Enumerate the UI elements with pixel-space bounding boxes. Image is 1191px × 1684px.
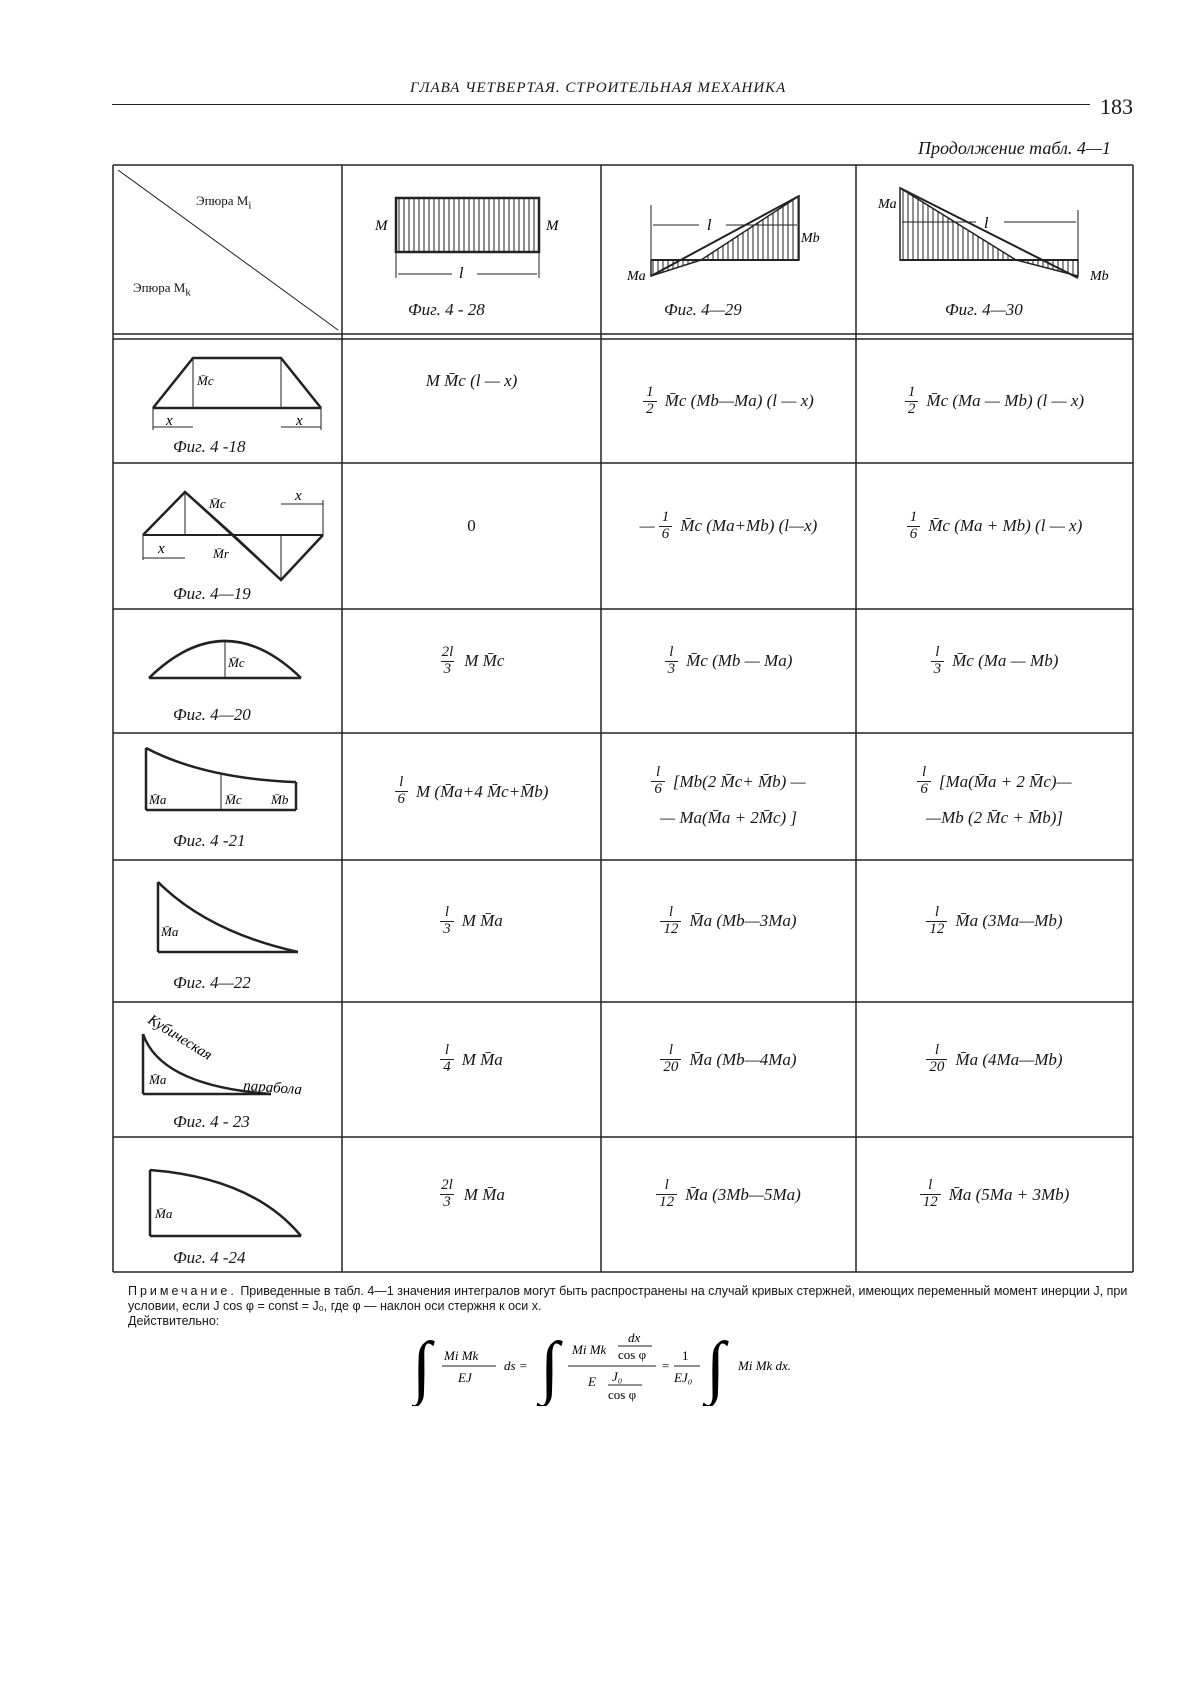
note-text: Приведенные в табл. 4—1 значения интегралов могут быть распространены на случай кривых стержней, имеющих переменный момент инерции J, при условии, если J cos φ = const = J₀, где φ — наклон оси стержня к оси x. bbox=[128, 1284, 1128, 1313]
figure-4-28-caption: Фиг. 4 - 28 bbox=[408, 300, 485, 319]
formula-prefix: — bbox=[639, 516, 655, 535]
formula-text: M (M̄a+4 M̄c+M̄b) bbox=[416, 781, 549, 801]
lhs-denominator: EJ bbox=[458, 1370, 472, 1385]
note-label: Примечание. bbox=[128, 1284, 237, 1298]
cell-r3-c2 bbox=[856, 733, 1133, 860]
formula-text: M̄c (Ma — Mb) (l — x) bbox=[926, 391, 1085, 410]
figure-4-24-label-ma: M̄a bbox=[155, 1206, 173, 1221]
cell-r3-c1 bbox=[601, 733, 856, 860]
formula-text: M M̄a bbox=[461, 911, 503, 930]
cell-r0-c1 bbox=[601, 339, 856, 463]
figure-4-22-caption: Фиг. 4—22 bbox=[173, 973, 251, 992]
formula-text: M M̄c bbox=[464, 651, 505, 670]
cell-r2-c0 bbox=[342, 609, 601, 733]
mid-num-a: Mi Mk bbox=[572, 1342, 607, 1357]
figure-4-30-label-mb: Mb bbox=[1090, 269, 1109, 284]
cell-r1-c2 bbox=[856, 463, 1133, 609]
frac-num: l bbox=[935, 643, 940, 660]
formula-line2: —Mb (2 M̄c + M̄b)] bbox=[925, 807, 1064, 827]
mid-den-c: cos φ bbox=[608, 1387, 637, 1402]
formula-text: M̄c (Ma+Mb) (l—x) bbox=[680, 516, 818, 535]
figure-4-21-label-mc: M̄c bbox=[225, 792, 242, 807]
cell-r2-c1 bbox=[601, 609, 856, 733]
formula-text: M̄a (3Ma—Mb) bbox=[955, 911, 1063, 930]
corner-epure-k bbox=[133, 280, 191, 299]
coef-denominator: EJ₀ bbox=[674, 1370, 693, 1385]
frac-den: 2 bbox=[643, 401, 657, 418]
frac-num: l bbox=[922, 764, 927, 781]
formula-text: [Mb(2 M̄c+ M̄b) — bbox=[672, 771, 806, 791]
corner-epure-k-sub: k bbox=[185, 286, 191, 299]
cell-r6-c2 bbox=[856, 1137, 1133, 1272]
formula-text: M̄a (Mb—4Ma) bbox=[689, 1049, 797, 1069]
page-number: 183 bbox=[1100, 94, 1133, 119]
cell-r4-c0 bbox=[342, 860, 601, 1002]
frac-num: l bbox=[664, 1177, 669, 1194]
figure-4-20-diagram bbox=[113, 612, 342, 692]
frac-den: 3 bbox=[440, 921, 454, 938]
formula-block bbox=[651, 765, 805, 828]
frac-den: 6 bbox=[651, 781, 665, 798]
frac-num: 1 bbox=[661, 508, 670, 525]
figure-4-19-label-x-left: x bbox=[158, 541, 165, 557]
figure-4-28-diagram bbox=[342, 170, 601, 300]
frac-num: l bbox=[656, 764, 661, 781]
cell-r6-c1 bbox=[601, 1137, 856, 1272]
frac-num: l bbox=[444, 903, 450, 920]
figure-4-29-caption: Фиг. 4—29 bbox=[664, 300, 742, 319]
frac-den: 20 bbox=[660, 1059, 681, 1076]
frac-den: 3 bbox=[665, 661, 679, 678]
integral-formula bbox=[412, 1326, 852, 1406]
figure-4-19-diagram bbox=[113, 470, 342, 585]
frac-den: 12 bbox=[920, 1194, 941, 1211]
figure-4-23-diagram bbox=[113, 1008, 342, 1108]
figure-4-19-label-mr: M̄r bbox=[213, 546, 229, 561]
cell-r2-c2 bbox=[856, 609, 1133, 733]
cell-r0-c2 bbox=[856, 339, 1133, 463]
frac-num: 2l bbox=[441, 643, 454, 660]
frac-num: l bbox=[668, 903, 673, 920]
frac-den: 6 bbox=[917, 781, 931, 798]
formula-text: M̄a (3Mb—5Ma) bbox=[685, 1184, 801, 1204]
figure-4-29-diagram bbox=[601, 170, 856, 300]
frac-den: 3 bbox=[931, 661, 945, 678]
figure-4-29-label-mb: Mb bbox=[801, 231, 820, 246]
figure-4-19-label-mc: M̄c bbox=[209, 496, 226, 511]
figure-4-20-label-mc: M̄c bbox=[228, 655, 245, 670]
table-note bbox=[128, 1284, 1143, 1314]
figure-4-23-caption: Фиг. 4 - 23 bbox=[173, 1112, 250, 1131]
frac-den: 4 bbox=[440, 1059, 454, 1076]
cell-r4-c1 bbox=[601, 860, 856, 1002]
integral-sign-2: ∫ bbox=[540, 1329, 560, 1406]
cell-r0-c0 bbox=[342, 339, 601, 463]
frac-den: 3 bbox=[441, 661, 455, 678]
figure-4-19-caption: Фиг. 4—19 bbox=[173, 584, 251, 603]
figure-4-21-diagram bbox=[113, 740, 342, 830]
mid-num-c: cos φ bbox=[618, 1347, 647, 1362]
figure-4-23-label-ma: M̄a bbox=[149, 1072, 167, 1087]
figure-4-24-diagram bbox=[113, 1148, 342, 1248]
formula-block bbox=[917, 765, 1071, 828]
figure-4-18-label-mc: M̄c bbox=[197, 373, 214, 388]
frac-den: 6 bbox=[659, 526, 673, 543]
mid-den-b: J₀ bbox=[612, 1369, 623, 1384]
lhs-numerator: Mi Mk bbox=[444, 1348, 479, 1363]
mid-den-a: E bbox=[588, 1374, 596, 1389]
figure-4-19-label-x-right: x bbox=[295, 488, 302, 504]
figure-4-30-diagram bbox=[856, 170, 1133, 300]
corner-epure-i-text: Эпюра M bbox=[196, 193, 249, 208]
frac-den: 3 bbox=[440, 1194, 454, 1211]
formula-text: 0 bbox=[467, 516, 476, 535]
figure-4-30-caption: Фиг. 4—30 bbox=[945, 300, 1023, 319]
formula-text: M̄a (5Ma + 3Mb) bbox=[948, 1184, 1070, 1204]
figure-4-29-label-ma: Ma bbox=[627, 269, 646, 284]
rhs-text: Mi Mk dx. bbox=[738, 1358, 792, 1373]
figure-4-21-label-mb: M̄b bbox=[271, 792, 289, 807]
lhs-ds: ds = bbox=[504, 1358, 528, 1373]
note-indeed: Действительно: bbox=[128, 1314, 220, 1328]
frac-num: l bbox=[934, 903, 939, 920]
formula-line2: — Ma(M̄a + 2M̄c) ] bbox=[659, 807, 798, 827]
frac-num: 1 bbox=[907, 383, 916, 400]
figure-4-21-caption: Фиг. 4 -21 bbox=[173, 831, 246, 850]
formula-text: M̄c (Ma — Mb) bbox=[952, 651, 1059, 670]
corner-epure-i-sub: i bbox=[248, 199, 252, 212]
frac-den: 12 bbox=[660, 921, 681, 938]
figure-4-29-label-l: l bbox=[707, 217, 712, 234]
cell-r5-c2 bbox=[856, 1002, 1133, 1137]
cell-r1-c0 bbox=[342, 463, 601, 609]
figure-4-28-label-m-right: M bbox=[546, 218, 559, 234]
formula-text: M M̄a bbox=[461, 1049, 503, 1069]
cell-r1-c1 bbox=[601, 463, 856, 609]
formula-text: M M̄a bbox=[463, 1184, 505, 1204]
figure-4-21-label-ma: M̄a bbox=[149, 792, 167, 807]
frac-den: 6 bbox=[395, 791, 409, 808]
figure-4-28-label-m-left: M bbox=[375, 218, 388, 234]
cell-r3-c0 bbox=[342, 733, 601, 860]
chapter-title: ГЛАВА ЧЕТВЕРТАЯ. СТРОИТЕЛЬНАЯ МЕХАНИКА bbox=[410, 80, 787, 96]
frac-den: 12 bbox=[926, 921, 947, 938]
formula-text: [Ma(M̄a + 2 M̄c)— bbox=[938, 771, 1072, 791]
formula-text: M̄c (Ma + Mb) (l — x) bbox=[928, 516, 1083, 535]
frac-den: 6 bbox=[907, 526, 921, 543]
cell-r4-c2 bbox=[856, 860, 1133, 1002]
figure-4-18-diagram bbox=[113, 340, 342, 435]
frac-num: l bbox=[669, 643, 674, 660]
figure-4-18-label-x-right: x bbox=[296, 413, 303, 429]
figure-4-22-diagram bbox=[113, 870, 342, 960]
frac-num: l bbox=[928, 1177, 933, 1194]
cell-r5-c1 bbox=[601, 1002, 856, 1137]
figure-4-22-label-ma: M̄a bbox=[161, 924, 179, 939]
frac-den: 2 bbox=[905, 401, 919, 418]
figure-4-30-label-ma: Ma bbox=[878, 197, 897, 212]
frac-num: l bbox=[668, 1042, 673, 1059]
figure-4-18-caption: Фиг. 4 -18 bbox=[173, 437, 246, 456]
frac-num: 1 bbox=[646, 383, 654, 400]
coef-numerator: 1 bbox=[682, 1348, 689, 1363]
mid-num-b: dx bbox=[628, 1330, 641, 1345]
formula-text: M M̄c (l — x) bbox=[425, 371, 518, 390]
figure-4-23-label-parabola: парабола bbox=[242, 1078, 303, 1099]
figure-4-30-label-l: l bbox=[984, 215, 989, 232]
frac-num: l bbox=[399, 774, 404, 791]
frac-num: 1 bbox=[909, 508, 918, 525]
frac-num: l bbox=[444, 1042, 450, 1059]
corner-epure-k-text: Эпюра M bbox=[133, 280, 186, 295]
frac-den: 20 bbox=[926, 1059, 947, 1076]
figure-4-18-label-x-left: x bbox=[166, 413, 173, 429]
table-continuation: Продолжение табл. 4—1 bbox=[918, 138, 1111, 158]
frac-num: l bbox=[934, 1042, 939, 1059]
figure-4-23-label-cubic: Кубическая bbox=[144, 1011, 215, 1064]
integral-sign-1: ∫ bbox=[412, 1329, 432, 1406]
formula-text: M̄a (Mb—3Ma) bbox=[689, 911, 797, 930]
figure-4-20-caption: Фиг. 4—20 bbox=[173, 705, 251, 724]
figure-4-28-label-l: l bbox=[459, 265, 464, 282]
formula-equals: = bbox=[662, 1358, 670, 1373]
cell-r6-c0 bbox=[342, 1137, 601, 1272]
corner-epure-i bbox=[196, 193, 251, 212]
integral-sign-3: ∫ bbox=[706, 1329, 726, 1406]
figure-4-24-caption: Фиг. 4 -24 bbox=[173, 1248, 246, 1267]
frac-den: 12 bbox=[656, 1194, 677, 1211]
formula-text: M̄c (Mb — Ma) bbox=[686, 651, 793, 670]
formula-text: M̄c (Mb—Ma) (l — x) bbox=[664, 391, 814, 410]
cell-r5-c0 bbox=[342, 1002, 601, 1137]
formula-text: M̄a (4Ma—Mb) bbox=[955, 1049, 1063, 1069]
frac-num: 2l bbox=[441, 1177, 453, 1194]
